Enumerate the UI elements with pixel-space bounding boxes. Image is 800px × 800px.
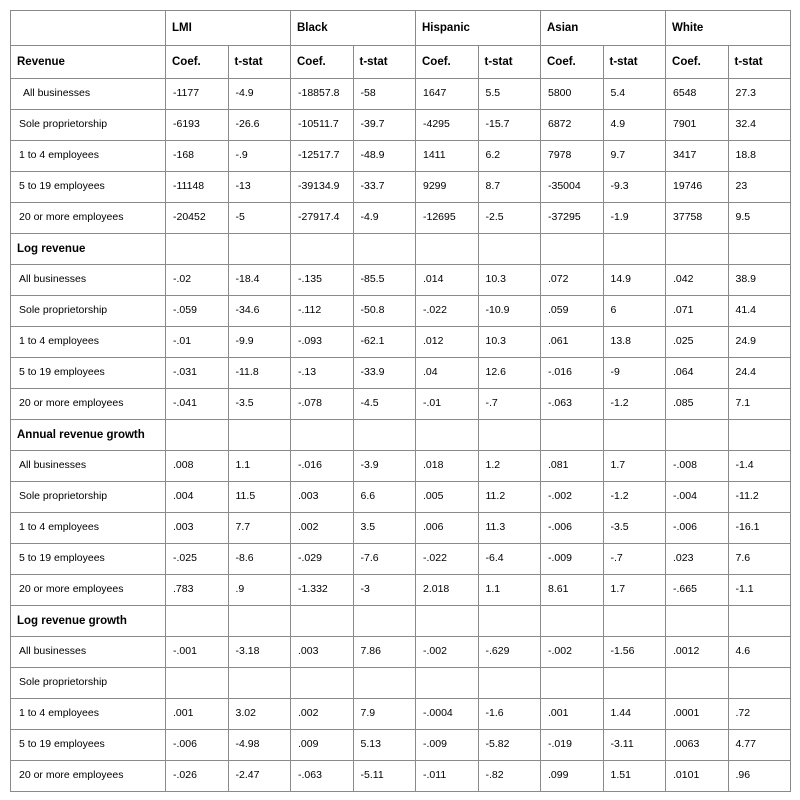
coef-cell: [166, 668, 229, 699]
coef-cell: .009: [291, 730, 354, 761]
empty-cell: [228, 606, 291, 637]
empty-cell: [291, 234, 354, 265]
stat-header-row: [11, 46, 791, 79]
coef-cell: .061: [541, 327, 604, 358]
tstat-cell: .9: [228, 575, 291, 606]
tstat-cell: 9.5: [728, 203, 791, 234]
coef-cell: 1411: [416, 141, 479, 172]
coef-cell: -.004: [666, 482, 729, 513]
row-label: All businesses: [11, 79, 166, 110]
tstat-cell: 6.6: [353, 482, 416, 513]
coef-cell: .003: [291, 637, 354, 668]
tstat-cell: 3.5: [353, 513, 416, 544]
coef-cell: -6193: [166, 110, 229, 141]
tstat-cell: -50.8: [353, 296, 416, 327]
tstat-cell: -.629: [478, 637, 541, 668]
tstat-cell: 3.02: [228, 699, 291, 730]
coef-cell: 5800: [541, 79, 604, 110]
group-header-asian: Asian: [541, 11, 666, 46]
stat-header-coef: Coef.: [166, 46, 229, 79]
coef-cell: -1177: [166, 79, 229, 110]
coef-cell: [291, 668, 354, 699]
tstat-cell: -15.7: [478, 110, 541, 141]
coef-cell: -168: [166, 141, 229, 172]
stat-header-tstat: t-stat: [728, 46, 791, 79]
empty-cell: [166, 420, 229, 451]
group-header-black: Black: [291, 11, 416, 46]
tstat-cell: -85.5: [353, 265, 416, 296]
tstat-cell: -3: [353, 575, 416, 606]
coef-cell: .081: [541, 451, 604, 482]
empty-cell: [603, 420, 666, 451]
group-header-row: [11, 11, 791, 46]
tstat-cell: -9.9: [228, 327, 291, 358]
coef-cell: -.016: [291, 451, 354, 482]
tstat-cell: 1.2: [478, 451, 541, 482]
section-row-annual-revenue-growth: [11, 420, 791, 451]
empty-cell: [666, 420, 729, 451]
coef-cell: -.063: [291, 761, 354, 792]
section-title-log-revenue: Log revenue: [11, 234, 166, 265]
coef-cell: -.01: [416, 389, 479, 420]
row-label: 5 to 19 employees: [11, 358, 166, 389]
coef-cell: -.009: [541, 544, 604, 575]
coef-cell: .008: [166, 451, 229, 482]
tstat-cell: 4.9: [603, 110, 666, 141]
table-row: [11, 327, 791, 358]
coef-cell: .072: [541, 265, 604, 296]
coef-cell: .0001: [666, 699, 729, 730]
coef-cell: -.026: [166, 761, 229, 792]
coef-cell: .003: [166, 513, 229, 544]
tstat-cell: -7.6: [353, 544, 416, 575]
tstat-cell: 6.2: [478, 141, 541, 172]
tstat-cell: 24.9: [728, 327, 791, 358]
tstat-cell: 27.3: [728, 79, 791, 110]
tstat-cell: 1.51: [603, 761, 666, 792]
coef-cell: -.031: [166, 358, 229, 389]
tstat-cell: -16.1: [728, 513, 791, 544]
empty-cell: [541, 234, 604, 265]
table-row: [11, 110, 791, 141]
table-row: [11, 699, 791, 730]
coef-cell: .0101: [666, 761, 729, 792]
row-label: 1 to 4 employees: [11, 327, 166, 358]
table-row: [11, 389, 791, 420]
tstat-cell: -3.5: [603, 513, 666, 544]
table-row: [11, 172, 791, 203]
empty-cell: [728, 606, 791, 637]
coef-cell: 1647: [416, 79, 479, 110]
tstat-cell: [353, 668, 416, 699]
tstat-cell: 4.77: [728, 730, 791, 761]
empty-cell: [728, 234, 791, 265]
coef-cell: -.13: [291, 358, 354, 389]
tstat-cell: -33.9: [353, 358, 416, 389]
tstat-cell: -.7: [603, 544, 666, 575]
tstat-cell: -10.9: [478, 296, 541, 327]
row-label: Sole proprietorship: [11, 296, 166, 327]
coef-cell: .059: [541, 296, 604, 327]
coef-cell: .783: [166, 575, 229, 606]
tstat-cell: -3.9: [353, 451, 416, 482]
tstat-cell: -1.2: [603, 389, 666, 420]
tstat-cell: -11.2: [728, 482, 791, 513]
coef-cell: .014: [416, 265, 479, 296]
section-title-revenue: Revenue: [11, 46, 166, 79]
tstat-cell: 38.9: [728, 265, 791, 296]
coef-cell: -.011: [416, 761, 479, 792]
empty-cell: [353, 420, 416, 451]
coef-cell: .018: [416, 451, 479, 482]
coef-cell: 7901: [666, 110, 729, 141]
tstat-cell: -1.9: [603, 203, 666, 234]
coef-cell: -1.332: [291, 575, 354, 606]
coef-cell: -.041: [166, 389, 229, 420]
tstat-cell: -9: [603, 358, 666, 389]
tstat-cell: 14.9: [603, 265, 666, 296]
coef-cell: 6872: [541, 110, 604, 141]
coef-cell: -.006: [666, 513, 729, 544]
tstat-cell: -1.6: [478, 699, 541, 730]
tstat-cell: -3.18: [228, 637, 291, 668]
section-row-log-revenue-growth: [11, 606, 791, 637]
coef-cell: .085: [666, 389, 729, 420]
stat-header-coef: Coef.: [291, 46, 354, 79]
tstat-cell: -6.4: [478, 544, 541, 575]
coef-cell: -.665: [666, 575, 729, 606]
empty-cell: [166, 234, 229, 265]
coef-cell: -.006: [166, 730, 229, 761]
row-label: 20 or more employees: [11, 203, 166, 234]
table-row: [11, 451, 791, 482]
tstat-cell: .96: [728, 761, 791, 792]
tstat-cell: -5.82: [478, 730, 541, 761]
row-label: All businesses: [11, 637, 166, 668]
table-row: [11, 513, 791, 544]
row-label: 20 or more employees: [11, 761, 166, 792]
tstat-cell: 13.8: [603, 327, 666, 358]
tstat-cell: [478, 668, 541, 699]
coef-cell: -.135: [291, 265, 354, 296]
tstat-cell: 41.4: [728, 296, 791, 327]
empty-cell: [228, 420, 291, 451]
empty-cell: [666, 234, 729, 265]
coef-cell: .012: [416, 327, 479, 358]
tstat-cell: -58: [353, 79, 416, 110]
table-row: [11, 575, 791, 606]
coef-cell: [541, 668, 604, 699]
stat-header-tstat: t-stat: [478, 46, 541, 79]
coef-cell: -.059: [166, 296, 229, 327]
section-row-log-revenue: [11, 234, 791, 265]
row-label: Sole proprietorship: [11, 110, 166, 141]
coef-cell: -.008: [666, 451, 729, 482]
group-header-hispanic: Hispanic: [416, 11, 541, 46]
coef-cell: 2.018: [416, 575, 479, 606]
coef-cell: .04: [416, 358, 479, 389]
coef-cell: -.01: [166, 327, 229, 358]
tstat-cell: -1.4: [728, 451, 791, 482]
coef-cell: .002: [291, 513, 354, 544]
coef-cell: 6548: [666, 79, 729, 110]
stat-header-tstat: t-stat: [603, 46, 666, 79]
tstat-cell: 7.1: [728, 389, 791, 420]
row-label: 5 to 19 employees: [11, 544, 166, 575]
tstat-cell: 12.6: [478, 358, 541, 389]
coef-cell: -.112: [291, 296, 354, 327]
coef-cell: .002: [291, 699, 354, 730]
tstat-cell: -4.9: [228, 79, 291, 110]
tstat-cell: 7.9: [353, 699, 416, 730]
tstat-cell: 11.3: [478, 513, 541, 544]
tstat-cell: -2.5: [478, 203, 541, 234]
coef-cell: [416, 668, 479, 699]
coef-cell: .004: [166, 482, 229, 513]
tstat-cell: -1.1: [728, 575, 791, 606]
coef-cell: -.029: [291, 544, 354, 575]
tstat-cell: -5.11: [353, 761, 416, 792]
coef-cell: -.002: [416, 637, 479, 668]
coef-cell: -.002: [541, 482, 604, 513]
tstat-cell: -8.6: [228, 544, 291, 575]
tstat-cell: [603, 668, 666, 699]
tstat-cell: -1.56: [603, 637, 666, 668]
row-label: Sole proprietorship: [11, 668, 166, 699]
section-title-log-revenue-growth: Log revenue growth: [11, 606, 166, 637]
row-label: Sole proprietorship: [11, 482, 166, 513]
coef-cell: -20452: [166, 203, 229, 234]
coef-cell: 37758: [666, 203, 729, 234]
empty-cell: [728, 420, 791, 451]
coef-cell: -11148: [166, 172, 229, 203]
table-row: [11, 730, 791, 761]
coef-cell: -.093: [291, 327, 354, 358]
coef-cell: -.019: [541, 730, 604, 761]
coef-cell: 19746: [666, 172, 729, 203]
tstat-cell: 8.7: [478, 172, 541, 203]
coef-cell: -.063: [541, 389, 604, 420]
tstat-cell: 1.7: [603, 451, 666, 482]
row-label: 1 to 4 employees: [11, 141, 166, 172]
coef-cell: -.002: [541, 637, 604, 668]
tstat-cell: [228, 668, 291, 699]
table-row: [11, 761, 791, 792]
tstat-cell: -11.8: [228, 358, 291, 389]
table-row: [11, 265, 791, 296]
empty-cell: [666, 606, 729, 637]
empty-cell: [603, 234, 666, 265]
coef-cell: .064: [666, 358, 729, 389]
row-label: 20 or more employees: [11, 575, 166, 606]
empty-cell: [228, 234, 291, 265]
tstat-cell: -2.47: [228, 761, 291, 792]
coef-cell: -.022: [416, 544, 479, 575]
tstat-cell: 18.8: [728, 141, 791, 172]
stat-header-coef: Coef.: [416, 46, 479, 79]
coef-cell: -.009: [416, 730, 479, 761]
empty-cell: [603, 606, 666, 637]
stat-header-coef: Coef.: [666, 46, 729, 79]
empty-cell: [353, 606, 416, 637]
coef-cell: -.022: [416, 296, 479, 327]
tstat-cell: -.7: [478, 389, 541, 420]
coef-cell: .042: [666, 265, 729, 296]
stat-header-tstat: t-stat: [353, 46, 416, 79]
coef-cell: -39134.9: [291, 172, 354, 203]
tstat-cell: -39.7: [353, 110, 416, 141]
corner-cell: [11, 11, 166, 46]
coef-cell: .099: [541, 761, 604, 792]
tstat-cell: 1.44: [603, 699, 666, 730]
empty-cell: [416, 606, 479, 637]
empty-cell: [478, 234, 541, 265]
stat-header-tstat: t-stat: [228, 46, 291, 79]
empty-cell: [166, 606, 229, 637]
table-row: [11, 79, 791, 110]
tstat-cell: 6: [603, 296, 666, 327]
tstat-cell: 11.5: [228, 482, 291, 513]
empty-cell: [478, 606, 541, 637]
coef-cell: -.016: [541, 358, 604, 389]
coef-cell: -18857.8: [291, 79, 354, 110]
empty-cell: [541, 606, 604, 637]
coef-cell: -4295: [416, 110, 479, 141]
empty-cell: [416, 234, 479, 265]
tstat-cell: 5.5: [478, 79, 541, 110]
tstat-cell: 5.13: [353, 730, 416, 761]
regression-table-container: [10, 10, 790, 792]
tstat-cell: 9.7: [603, 141, 666, 172]
empty-cell: [478, 420, 541, 451]
coef-cell: 9299: [416, 172, 479, 203]
tstat-cell: 1.1: [228, 451, 291, 482]
coef-cell: .005: [416, 482, 479, 513]
tstat-cell: -.82: [478, 761, 541, 792]
group-header-lmi: LMI: [166, 11, 291, 46]
coef-cell: 8.61: [541, 575, 604, 606]
coef-cell: -10511.7: [291, 110, 354, 141]
tstat-cell: 1.1: [478, 575, 541, 606]
coef-cell: .0012: [666, 637, 729, 668]
stat-header-coef: Coef.: [541, 46, 604, 79]
tstat-cell: -3.5: [228, 389, 291, 420]
row-label: 1 to 4 employees: [11, 699, 166, 730]
group-header-white: White: [666, 11, 791, 46]
table-row: [11, 668, 791, 699]
tstat-cell: -9.3: [603, 172, 666, 203]
coef-cell: -.006: [541, 513, 604, 544]
coef-cell: [666, 668, 729, 699]
coef-cell: -27917.4: [291, 203, 354, 234]
row-label: 5 to 19 employees: [11, 172, 166, 203]
empty-cell: [291, 420, 354, 451]
tstat-cell: 7.86: [353, 637, 416, 668]
coef-cell: .023: [666, 544, 729, 575]
coef-cell: .001: [166, 699, 229, 730]
coef-cell: 3417: [666, 141, 729, 172]
tstat-cell: -34.6: [228, 296, 291, 327]
coef-cell: -37295: [541, 203, 604, 234]
tstat-cell: 7.6: [728, 544, 791, 575]
table-row: [11, 544, 791, 575]
table-row: [11, 637, 791, 668]
table-row: [11, 358, 791, 389]
coef-cell: 7978: [541, 141, 604, 172]
tstat-cell: -.9: [228, 141, 291, 172]
tstat-cell: -18.4: [228, 265, 291, 296]
tstat-cell: 10.3: [478, 265, 541, 296]
row-label: All businesses: [11, 265, 166, 296]
coef-cell: .025: [666, 327, 729, 358]
coef-cell: -12695: [416, 203, 479, 234]
coef-cell: .003: [291, 482, 354, 513]
tstat-cell: -1.2: [603, 482, 666, 513]
table-row: [11, 203, 791, 234]
coef-cell: -.078: [291, 389, 354, 420]
tstat-cell: -62.1: [353, 327, 416, 358]
tstat-cell: .72: [728, 699, 791, 730]
tstat-cell: -48.9: [353, 141, 416, 172]
table-row: [11, 482, 791, 513]
coef-cell: .0063: [666, 730, 729, 761]
row-label: 5 to 19 employees: [11, 730, 166, 761]
coef-cell: -.0004: [416, 699, 479, 730]
row-label: All businesses: [11, 451, 166, 482]
empty-cell: [541, 420, 604, 451]
tstat-cell: -4.9: [353, 203, 416, 234]
coef-cell: -.02: [166, 265, 229, 296]
tstat-cell: -13: [228, 172, 291, 203]
empty-cell: [353, 234, 416, 265]
tstat-cell: 32.4: [728, 110, 791, 141]
tstat-cell: 1.7: [603, 575, 666, 606]
row-label: 1 to 4 employees: [11, 513, 166, 544]
row-label: 20 or more employees: [11, 389, 166, 420]
tstat-cell: -33.7: [353, 172, 416, 203]
tstat-cell: -4.5: [353, 389, 416, 420]
table-row: [11, 141, 791, 172]
tstat-cell: 11.2: [478, 482, 541, 513]
tstat-cell: 4.6: [728, 637, 791, 668]
empty-cell: [416, 420, 479, 451]
tstat-cell: 7.7: [228, 513, 291, 544]
tstat-cell: -5: [228, 203, 291, 234]
coef-cell: -12517.7: [291, 141, 354, 172]
empty-cell: [291, 606, 354, 637]
tstat-cell: 5.4: [603, 79, 666, 110]
coef-cell: -35004: [541, 172, 604, 203]
tstat-cell: [728, 668, 791, 699]
regression-results-table: [10, 10, 791, 792]
coef-cell: -.025: [166, 544, 229, 575]
tstat-cell: 24.4: [728, 358, 791, 389]
coef-cell: .071: [666, 296, 729, 327]
tstat-cell: -3.11: [603, 730, 666, 761]
tstat-cell: 10.3: [478, 327, 541, 358]
coef-cell: .006: [416, 513, 479, 544]
tstat-cell: -26.6: [228, 110, 291, 141]
tstat-cell: 23: [728, 172, 791, 203]
tstat-cell: -4.98: [228, 730, 291, 761]
coef-cell: -.001: [166, 637, 229, 668]
section-title-annual-revenue-growth: Annual revenue growth: [11, 420, 166, 451]
coef-cell: .001: [541, 699, 604, 730]
table-row: [11, 296, 791, 327]
